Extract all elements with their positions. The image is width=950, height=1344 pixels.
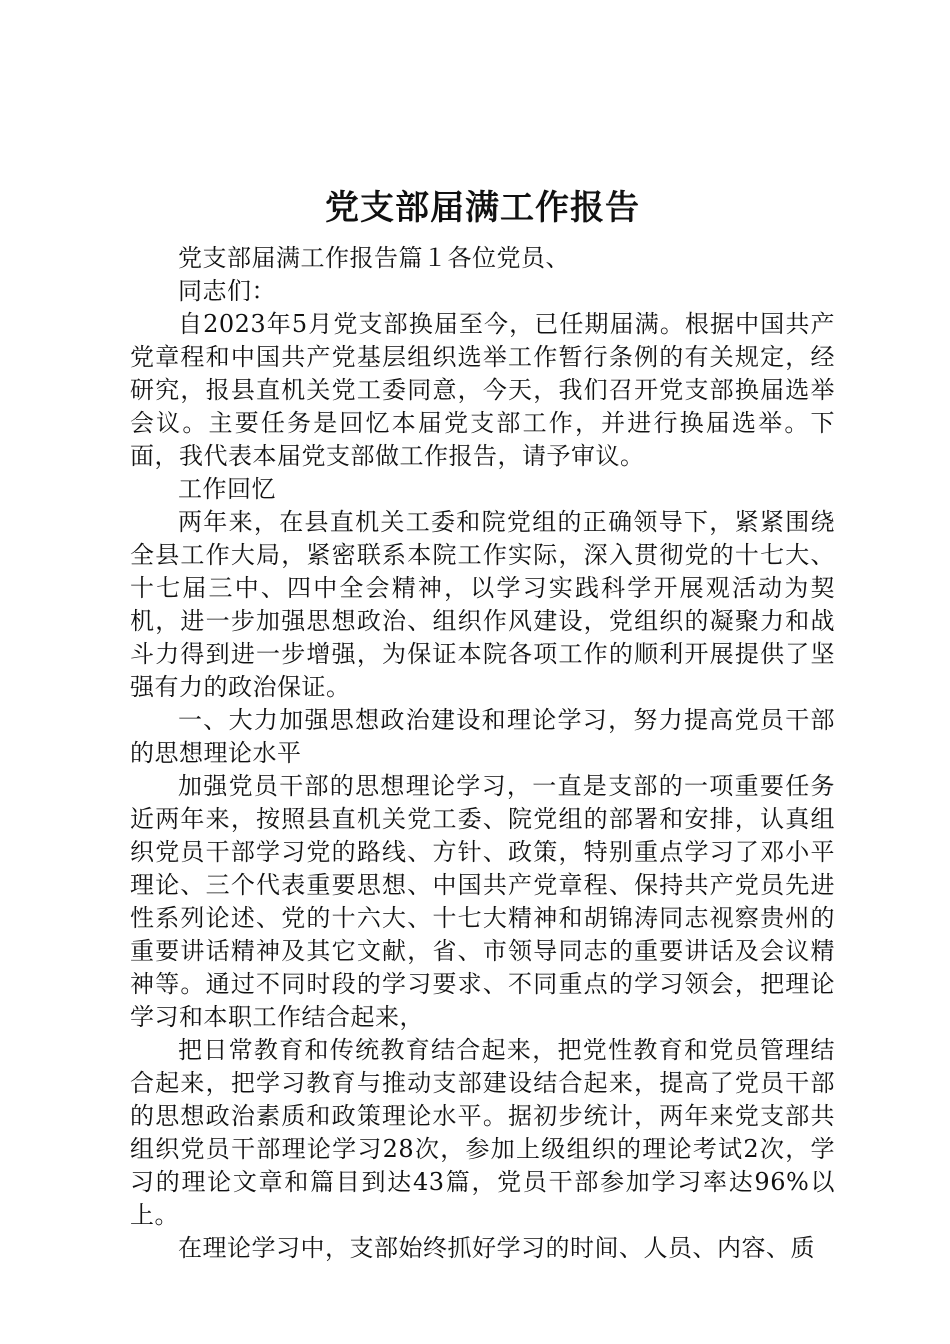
document-title: 党支部届满工作报告 xyxy=(325,188,640,228)
paragraph-review: 两年来，在县直机关工委和院党组的正确领导下，紧紧围绕全县工作大局，紧密联系本院工作实际，深入贯彻党的十七大、十七届三中、四中全会精神，以学习实践科学开展观活动为契机，进一步加强思想政治、组织作风建设，党组织的凝聚力和战斗力得到进一步增强，为保证本院各项工作的顺利开展提供了坚强有力的政治保证。 xyxy=(130,508,835,701)
paragraph-greeting: 同志们： xyxy=(178,277,276,305)
paragraph-study: 加强党员干部的思想理论学习，一直是支部的一项重要任务近两年来，按照县直机关党工委、院党组的部署和安排，认真组织党员干部学习党的路线、方针、政策，特别重点学习了邓小平理论、三个代表重要思想、中国共产党章程、保持共产党员先进性系列论述、党的十六大、十七大精神和胡锦涛同志视察贵州的重要讲话精神及其它文献，省、市领导同志的重要讲话及会议精神等。通过不同时段的学习要求、不同重点的学习领会，把理论学习和本职工作结合起来， xyxy=(130,772,835,1031)
paragraph-results: 把日常教育和传统教育结合起来，把党性教育和党员管理结合起来，把学习教育与推动支部建设结合起来，提高了党员干部的思想政治素质和政策理论水平。据初步统计，两年来党支部共组织党员干部理论学习28次，参加上级组织的理论考试2次，学习的理论文章和篇目到达43篇，党员干部参加学习率达96%以上。 xyxy=(130,1036,835,1229)
document-page xyxy=(130,182,835,1265)
paragraph-intro: 党支部届满工作报告篇１各位党员、 xyxy=(178,244,570,272)
section-heading-one: 一、大力加强思想政治建设和理论学习，努力提高党员干部的思想理论水平 xyxy=(130,706,835,767)
paragraph-opening: 自2023年5月党支部换届至今，已任期届满。根据中国共产党章程和中国共产党基层组织选举工作暂行条例的有关规定，经研究，报县直机关党工委同意，今天，我们召开党支部换届选举会议。主要任务是回忆本届党支部工作，并进行换届选举。下面，我代表本届党支部做工作报告，请予审议。 xyxy=(130,310,835,470)
paragraph-continued: 在理论学习中，支部始终抓好学习的时间、人员、内容、质 xyxy=(178,1234,815,1262)
section-heading-review: 工作回忆 xyxy=(178,475,276,503)
